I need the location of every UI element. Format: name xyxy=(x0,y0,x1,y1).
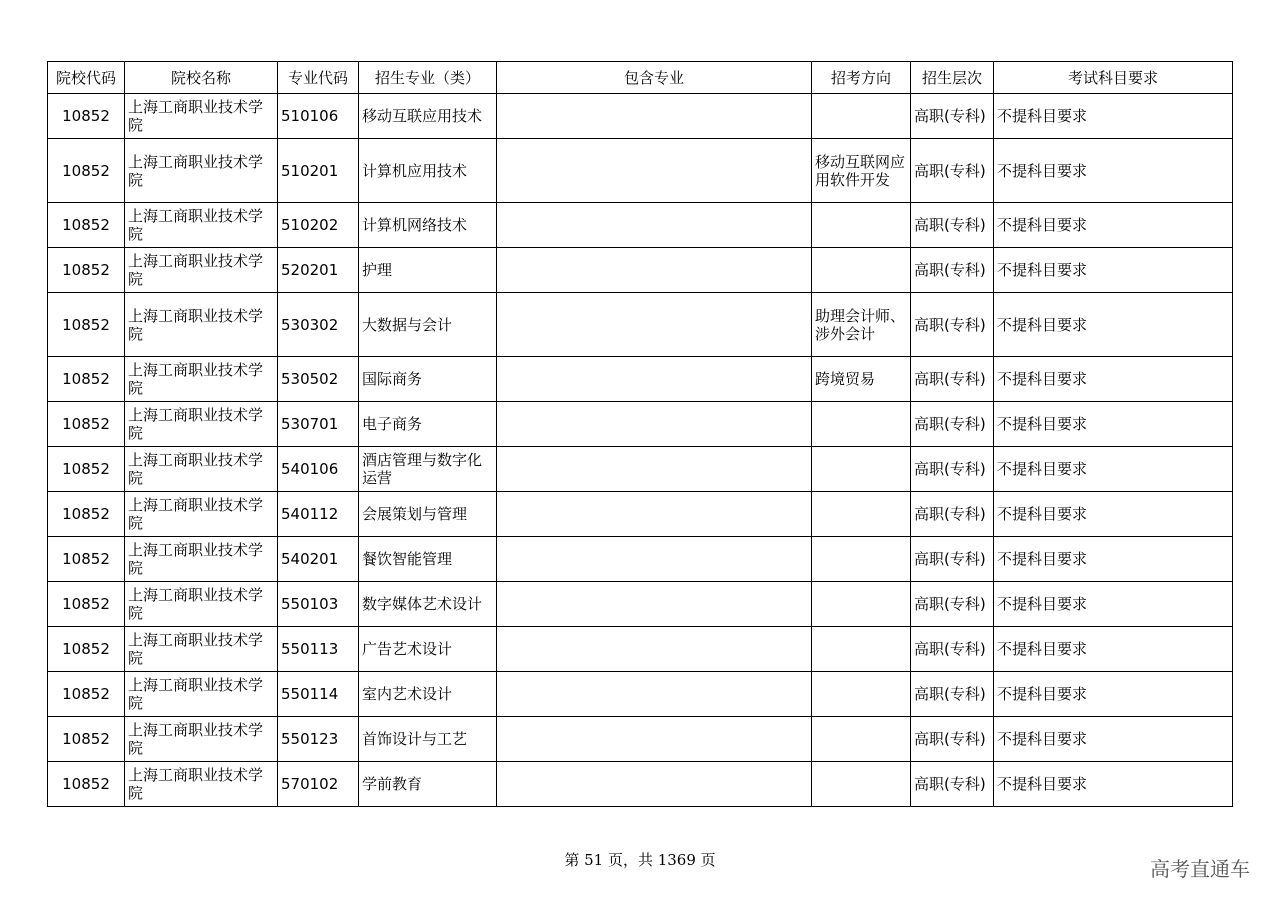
table-row xyxy=(48,492,1233,537)
table-row xyxy=(48,717,1233,762)
cell-school-code: 10852 xyxy=(48,293,125,357)
cell-requirement: 不提科目要求 xyxy=(994,94,1233,139)
cell-direction xyxy=(812,94,911,139)
cell-included xyxy=(497,293,812,357)
cell-requirement: 不提科目要求 xyxy=(994,672,1233,717)
cell-direction: 移动互联网应用软件开发 xyxy=(812,139,911,203)
cell-major-code: 550114 xyxy=(278,672,359,717)
cell-school-code: 10852 xyxy=(48,139,125,203)
cell-direction xyxy=(812,402,911,447)
cell-school-code: 10852 xyxy=(48,582,125,627)
cell-major-code: 530302 xyxy=(278,293,359,357)
cell-major: 电子商务 xyxy=(359,402,497,447)
cell-major: 首饰设计与工艺 xyxy=(359,717,497,762)
table-row xyxy=(48,627,1233,672)
cell-school-name: 上海工商职业技术学院 xyxy=(125,357,278,402)
cell-school-code: 10852 xyxy=(48,357,125,402)
table-row xyxy=(48,293,1233,357)
cell-requirement: 不提科目要求 xyxy=(994,582,1233,627)
cell-major: 餐饮智能管理 xyxy=(359,537,497,582)
cell-level: 高职(专科) xyxy=(911,293,994,357)
cell-school-name: 上海工商职业技术学院 xyxy=(125,672,278,717)
cell-direction xyxy=(812,762,911,807)
cell-level: 高职(专科) xyxy=(911,717,994,762)
cell-school-name: 上海工商职业技术学院 xyxy=(125,717,278,762)
cell-school-code: 10852 xyxy=(48,203,125,248)
cell-included xyxy=(497,717,812,762)
cell-level: 高职(专科) xyxy=(911,447,994,492)
header-row xyxy=(48,62,1233,94)
admissions-table xyxy=(47,61,1233,807)
cell-level: 高职(专科) xyxy=(911,492,994,537)
header-included: 包含专业 xyxy=(497,62,812,94)
table-row xyxy=(48,762,1233,807)
cell-school-code: 10852 xyxy=(48,762,125,807)
cell-requirement: 不提科目要求 xyxy=(994,447,1233,492)
table-row xyxy=(48,582,1233,627)
cell-school-name: 上海工商职业技术学院 xyxy=(125,248,278,293)
cell-school-code: 10852 xyxy=(48,492,125,537)
table-row xyxy=(48,672,1233,717)
header-major-code: 专业代码 xyxy=(278,62,359,94)
header-requirement: 考试科目要求 xyxy=(994,62,1233,94)
cell-school-name: 上海工商职业技术学院 xyxy=(125,139,278,203)
table-row xyxy=(48,94,1233,139)
cell-level: 高职(专科) xyxy=(911,627,994,672)
cell-major: 酒店管理与数字化运营 xyxy=(359,447,497,492)
cell-included xyxy=(497,537,812,582)
cell-requirement: 不提科目要求 xyxy=(994,717,1233,762)
cell-direction xyxy=(812,627,911,672)
cell-school-code: 10852 xyxy=(48,537,125,582)
cell-major-code: 510201 xyxy=(278,139,359,203)
page-footer: 第 51 页，共 1369 页 xyxy=(564,851,716,869)
cell-level: 高职(专科) xyxy=(911,582,994,627)
cell-included xyxy=(497,402,812,447)
cell-major-code: 550123 xyxy=(278,717,359,762)
cell-major: 计算机网络技术 xyxy=(359,203,497,248)
cell-major-code: 530502 xyxy=(278,357,359,402)
cell-requirement: 不提科目要求 xyxy=(994,357,1233,402)
cell-major-code: 520201 xyxy=(278,248,359,293)
cell-major: 移动互联应用技术 xyxy=(359,94,497,139)
cell-major-code: 540106 xyxy=(278,447,359,492)
cell-requirement: 不提科目要求 xyxy=(994,248,1233,293)
cell-school-code: 10852 xyxy=(48,94,125,139)
cell-major-code: 550103 xyxy=(278,582,359,627)
cell-major: 计算机应用技术 xyxy=(359,139,497,203)
cell-level: 高职(专科) xyxy=(911,762,994,807)
cell-direction xyxy=(812,672,911,717)
cell-school-name: 上海工商职业技术学院 xyxy=(125,492,278,537)
cell-school-name: 上海工商职业技术学院 xyxy=(125,94,278,139)
table-row xyxy=(48,447,1233,492)
cell-included xyxy=(497,248,812,293)
cell-level: 高职(专科) xyxy=(911,203,994,248)
cell-level: 高职(专科) xyxy=(911,537,994,582)
cell-major: 大数据与会计 xyxy=(359,293,497,357)
cell-direction: 助理会计师、涉外会计 xyxy=(812,293,911,357)
cell-requirement: 不提科目要求 xyxy=(994,293,1233,357)
table-row xyxy=(48,402,1233,447)
cell-school-name: 上海工商职业技术学院 xyxy=(125,447,278,492)
cell-school-name: 上海工商职业技术学院 xyxy=(125,537,278,582)
cell-direction xyxy=(812,203,911,248)
cell-major-code: 550113 xyxy=(278,627,359,672)
cell-school-code: 10852 xyxy=(48,402,125,447)
cell-included xyxy=(497,203,812,248)
cell-major-code: 510202 xyxy=(278,203,359,248)
cell-major: 护理 xyxy=(359,248,497,293)
cell-school-name: 上海工商职业技术学院 xyxy=(125,762,278,807)
cell-major: 广告艺术设计 xyxy=(359,627,497,672)
cell-requirement: 不提科目要求 xyxy=(994,402,1233,447)
cell-direction xyxy=(812,537,911,582)
cell-school-code: 10852 xyxy=(48,248,125,293)
cell-included xyxy=(497,357,812,402)
cell-requirement: 不提科目要求 xyxy=(994,139,1233,203)
cell-school-code: 10852 xyxy=(48,627,125,672)
cell-major-code: 530701 xyxy=(278,402,359,447)
header-school-name: 院校名称 xyxy=(125,62,278,94)
cell-school-name: 上海工商职业技术学院 xyxy=(125,627,278,672)
cell-included xyxy=(497,492,812,537)
cell-included xyxy=(497,627,812,672)
cell-direction: 跨境贸易 xyxy=(812,357,911,402)
cell-direction xyxy=(812,582,911,627)
cell-included xyxy=(497,447,812,492)
cell-requirement: 不提科目要求 xyxy=(994,203,1233,248)
cell-school-code: 10852 xyxy=(48,672,125,717)
cell-direction xyxy=(812,248,911,293)
cell-direction xyxy=(812,492,911,537)
cell-major-code: 570102 xyxy=(278,762,359,807)
cell-direction xyxy=(812,717,911,762)
cell-requirement: 不提科目要求 xyxy=(994,762,1233,807)
cell-included xyxy=(497,762,812,807)
table-row xyxy=(48,357,1233,402)
cell-major-code: 540112 xyxy=(278,492,359,537)
table-row xyxy=(48,203,1233,248)
cell-major: 室内艺术设计 xyxy=(359,672,497,717)
cell-level: 高职(专科) xyxy=(911,248,994,293)
cell-requirement: 不提科目要求 xyxy=(994,492,1233,537)
cell-level: 高职(专科) xyxy=(911,139,994,203)
table-row xyxy=(48,248,1233,293)
table-row xyxy=(48,139,1233,203)
cell-major-code: 540201 xyxy=(278,537,359,582)
cell-level: 高职(专科) xyxy=(911,402,994,447)
header-school-code: 院校代码 xyxy=(48,62,125,94)
cell-direction xyxy=(812,447,911,492)
cell-school-code: 10852 xyxy=(48,447,125,492)
cell-major: 会展策划与管理 xyxy=(359,492,497,537)
watermark-text: 高考直通车 xyxy=(1150,857,1250,881)
cell-requirement: 不提科目要求 xyxy=(994,537,1233,582)
cell-major: 学前教育 xyxy=(359,762,497,807)
cell-school-name: 上海工商职业技术学院 xyxy=(125,293,278,357)
cell-included xyxy=(497,582,812,627)
cell-school-code: 10852 xyxy=(48,717,125,762)
cell-level: 高职(专科) xyxy=(911,357,994,402)
cell-major: 国际商务 xyxy=(359,357,497,402)
cell-included xyxy=(497,672,812,717)
cell-level: 高职(专科) xyxy=(911,672,994,717)
cell-school-name: 上海工商职业技术学院 xyxy=(125,582,278,627)
header-major: 招生专业（类） xyxy=(359,62,497,94)
cell-included xyxy=(497,94,812,139)
header-direction: 招考方向 xyxy=(812,62,911,94)
cell-major: 数字媒体艺术设计 xyxy=(359,582,497,627)
cell-major-code: 510106 xyxy=(278,94,359,139)
cell-school-name: 上海工商职业技术学院 xyxy=(125,402,278,447)
cell-requirement: 不提科目要求 xyxy=(994,627,1233,672)
cell-school-name: 上海工商职业技术学院 xyxy=(125,203,278,248)
header-level: 招生层次 xyxy=(911,62,994,94)
table-row xyxy=(48,537,1233,582)
cell-included xyxy=(497,139,812,203)
cell-level: 高职(专科) xyxy=(911,94,994,139)
